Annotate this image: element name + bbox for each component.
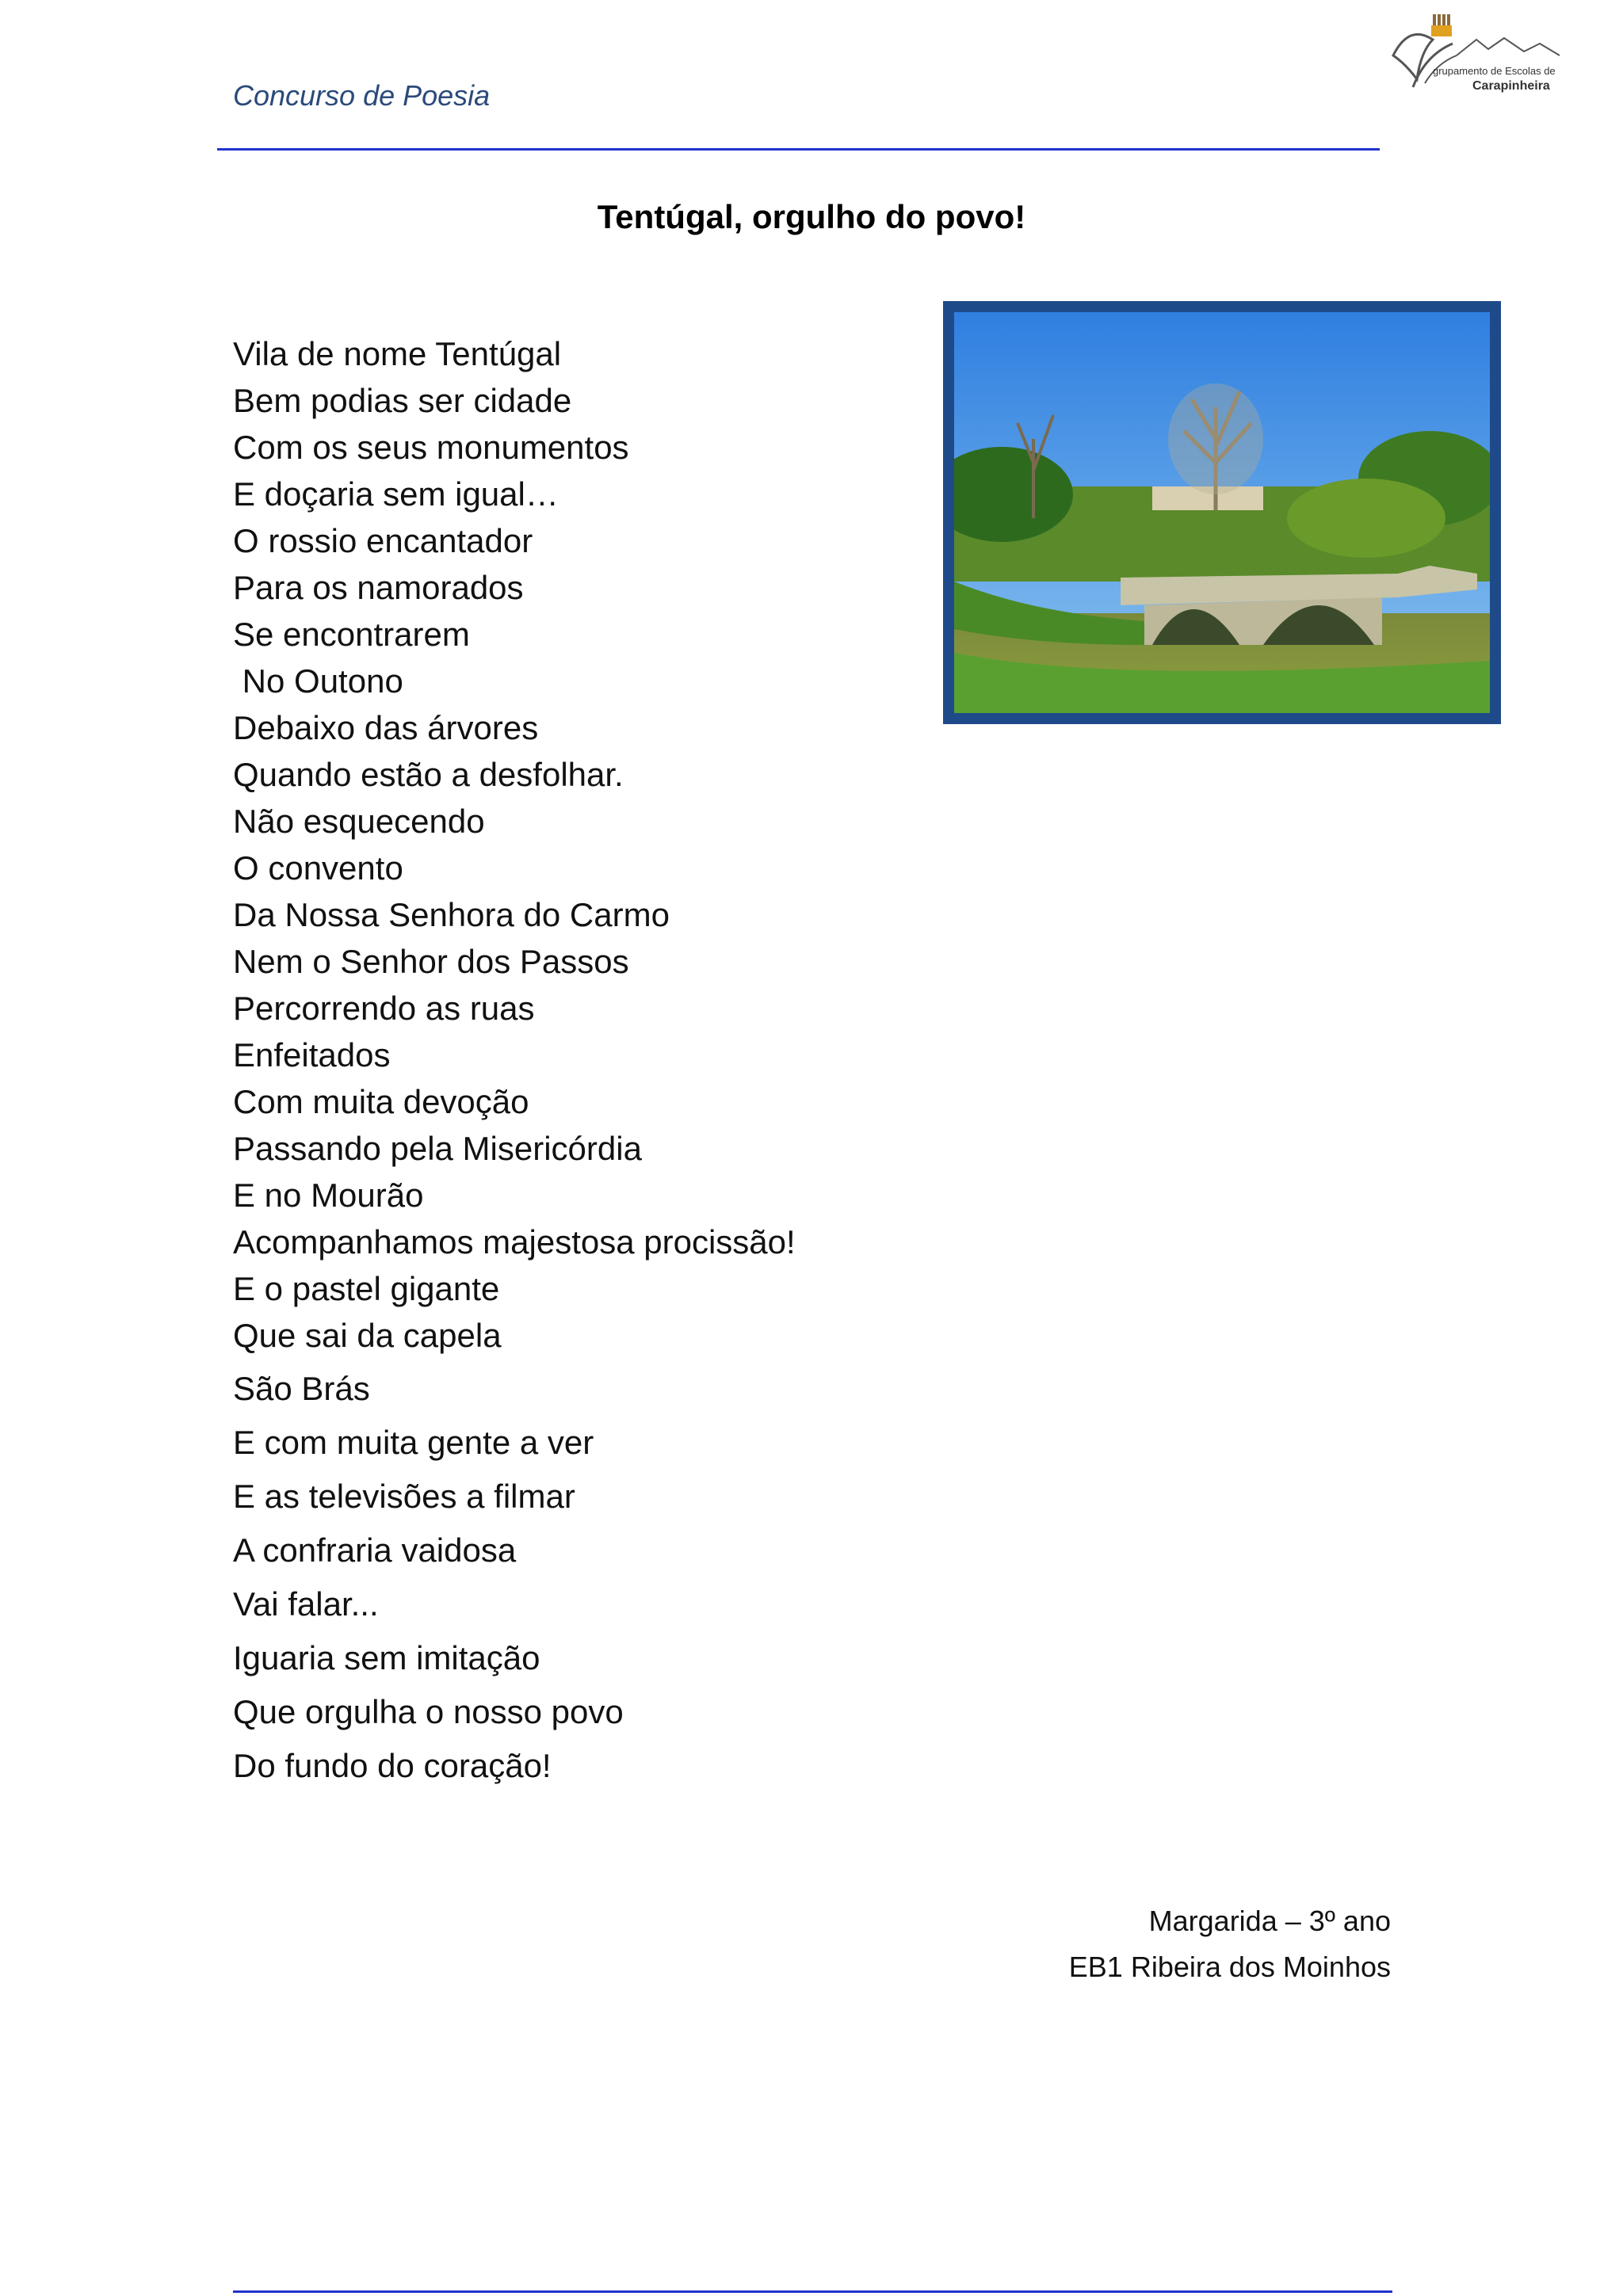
poem-line: Da Nossa Senhora do Carmo bbox=[233, 896, 670, 933]
header-divider bbox=[217, 148, 1380, 151]
poem-line: E o pastel gigante bbox=[233, 1270, 500, 1307]
poem-line: Enfeitados bbox=[233, 1036, 391, 1074]
poem-line: Bem podias ser cidade bbox=[233, 382, 572, 419]
poem-line: Que sai da capela bbox=[233, 1317, 502, 1354]
poem-line: Passando pela Misericórdia bbox=[233, 1130, 642, 1167]
footer-divider bbox=[233, 2290, 1392, 2293]
poem-line: Que orgulha o nosso povo bbox=[233, 1693, 624, 1730]
school-logo bbox=[1377, 8, 1563, 97]
poem-line: O rossio encantador bbox=[233, 522, 533, 559]
poem-line: No Outono bbox=[233, 662, 403, 700]
logo-text-line2: Carapinheira bbox=[1472, 79, 1550, 93]
poem-line: Vai falar... bbox=[233, 1585, 379, 1623]
poem-line: E no Mourão bbox=[233, 1177, 424, 1214]
poem-line: E as televisões a filmar bbox=[233, 1478, 575, 1515]
poem-line: Com os seus monumentos bbox=[233, 429, 629, 466]
poem-line: Se encontrarem bbox=[233, 616, 470, 653]
poem-line: O convento bbox=[233, 849, 403, 887]
poem-line: Para os namorados bbox=[233, 569, 524, 606]
poem-title: Tentúgal, orgulho do povo! bbox=[597, 198, 1026, 235]
poem-line: Acompanhamos majestosa procissão! bbox=[233, 1223, 796, 1261]
poem-line: Debaixo das árvores bbox=[233, 709, 539, 746]
poem-line: Quando estão a desfolhar. bbox=[233, 756, 624, 793]
poem-line: Do fundo do coração! bbox=[233, 1747, 552, 1784]
poem-line: Vila de nome Tentúgal bbox=[233, 335, 562, 372]
header-title: Concurso de Poesia bbox=[233, 79, 491, 112]
poem-line: Iguaria sem imitação bbox=[233, 1639, 540, 1676]
author-name: Margarida – 3º ano bbox=[1148, 1905, 1391, 1937]
author-block bbox=[1069, 1898, 1391, 1990]
poem-line: A confraria vaidosa bbox=[233, 1531, 517, 1569]
logo-text-line1: grupamento de Escolas de bbox=[1433, 65, 1556, 77]
bridge-photo bbox=[943, 301, 1501, 724]
poem-line: E com muita gente a ver bbox=[233, 1424, 594, 1461]
poem-line: São Brás bbox=[233, 1370, 370, 1407]
poem-line: Com muita devoção bbox=[233, 1083, 529, 1120]
poem-line: Nem o Senhor dos Passos bbox=[233, 943, 629, 980]
poem-line: Percorrendo as ruas bbox=[233, 990, 535, 1027]
author-school: EB1 Ribeira dos Moinhos bbox=[1068, 1951, 1391, 1983]
bridge-photo-image bbox=[954, 312, 1490, 713]
poem-line: Não esquecendo bbox=[233, 803, 485, 840]
poem-line: E doçaria sem igual… bbox=[233, 475, 559, 513]
